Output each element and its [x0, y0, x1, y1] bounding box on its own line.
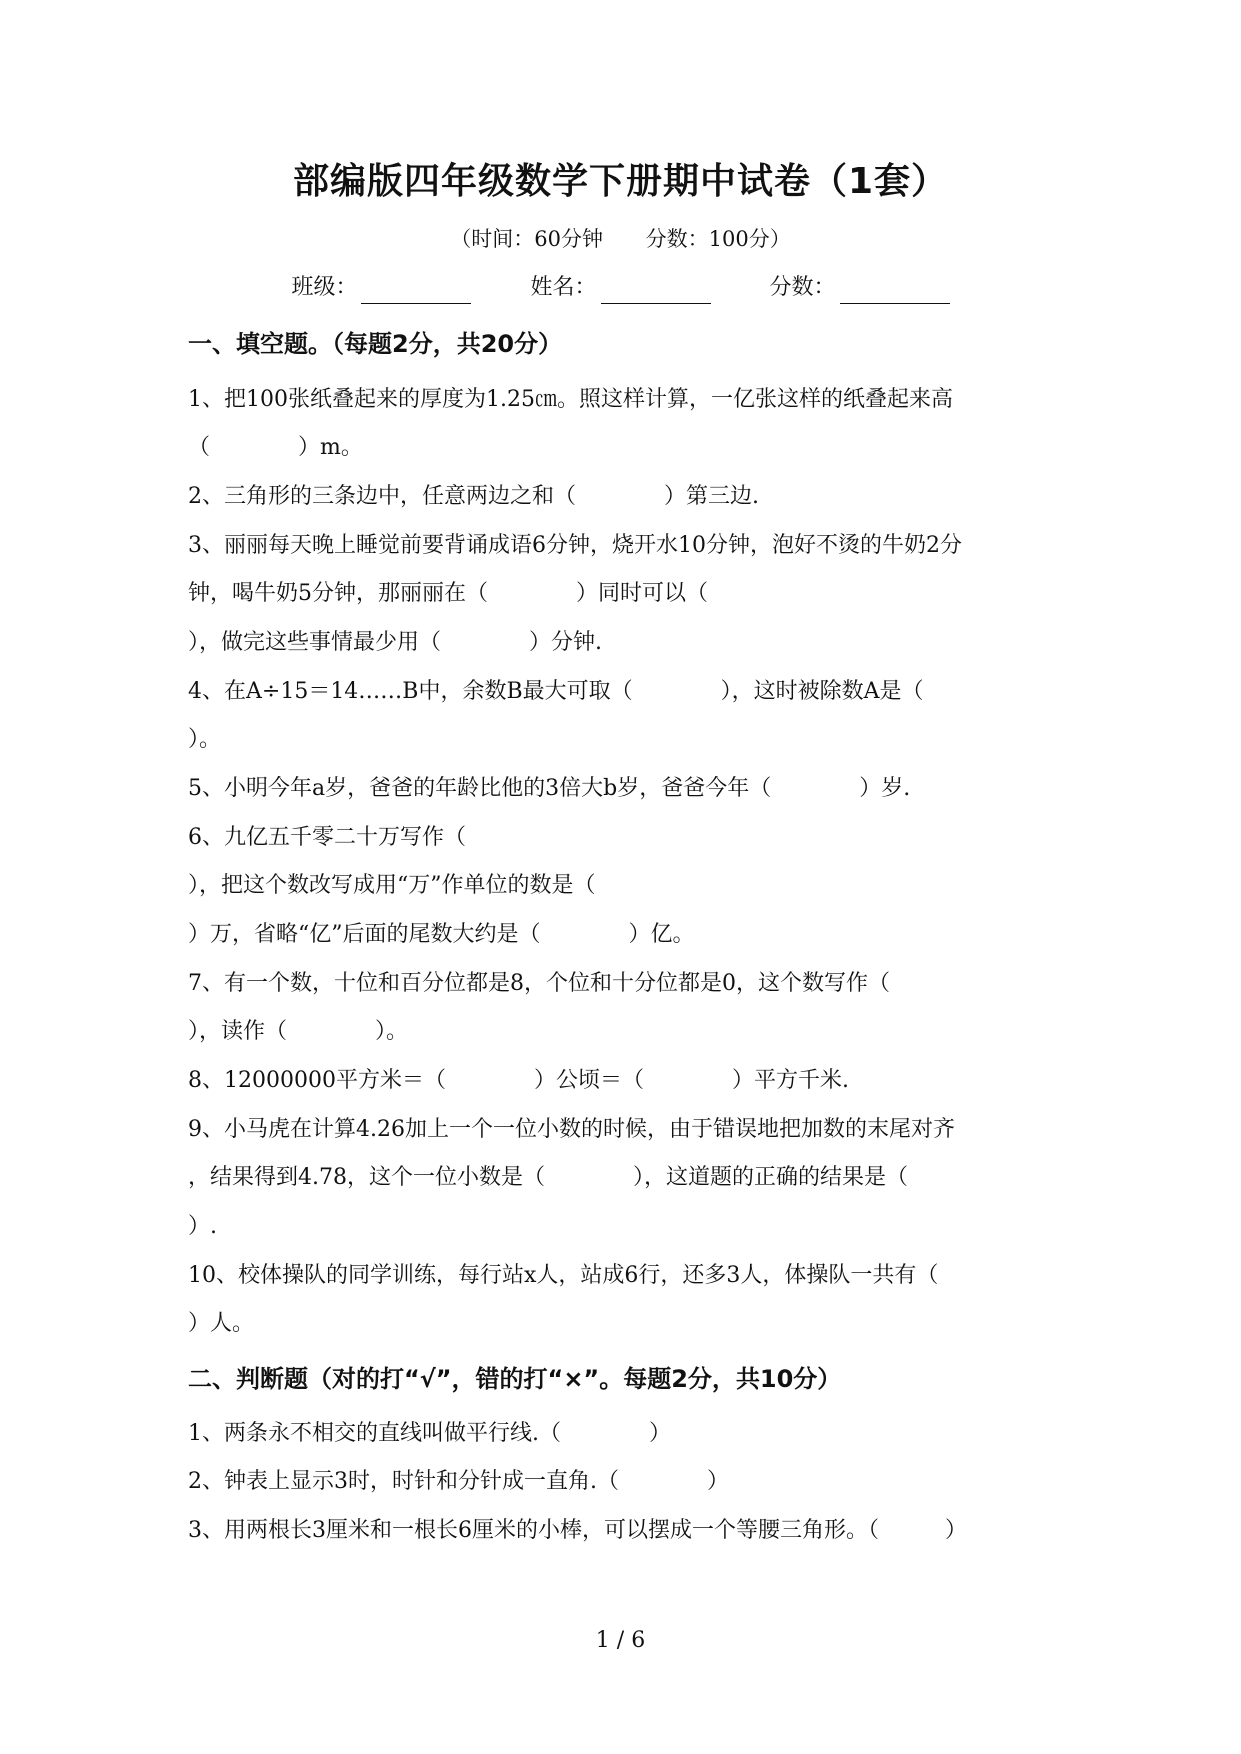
- score-field: [770, 272, 950, 304]
- question-line: ）。: [188, 727, 222, 752]
- score-blank[interactable]: [840, 279, 950, 304]
- question-line: 9、小马虎在计算4.26加上一个一位小数的时候，由于错误地把加数的末尾对齐: [188, 1117, 955, 1142]
- question-line: 8、12000000平方米＝（ ）公顷＝（ ）平方千米.: [188, 1068, 849, 1093]
- question-line: ，结果得到4.78，这个一位小数是（ ），这道题的正确的结果是（: [188, 1165, 908, 1190]
- question-line: ），把这个数改写成用“万”作单位的数是（: [188, 873, 596, 898]
- question-line: 2、钟表上显示3时，时针和分针成一直角.（ ）: [188, 1469, 729, 1494]
- question-line: ），做完这些事情最少用（ ）分钟.: [188, 630, 602, 655]
- question-line: 2、三角形的三条边中，任意两边之和（ ）第三边.: [188, 484, 759, 509]
- class-blank[interactable]: [361, 279, 471, 304]
- question-line: 4、在A÷15＝14……B中，余数B最大可取（ ），这时被除数A是（: [188, 679, 924, 704]
- question-line: （ ）m。: [188, 435, 363, 460]
- question-line: 钟，喝牛奶5分钟，那丽丽在（ ）同时可以（: [188, 581, 708, 606]
- question-line: 3、用两根长3厘米和一根长6厘米的小棒，可以摆成一个等腰三角形。（ ）: [188, 1518, 967, 1543]
- name-blank[interactable]: [601, 279, 711, 304]
- question-line: 5、小明今年a岁，爸爸的年龄比他的3倍大b岁，爸爸今年（ ）岁.: [188, 776, 911, 801]
- total-score: 分数：100分）: [645, 227, 791, 251]
- score-label: 分数：: [769, 275, 836, 300]
- question-line: 6、九亿五千零二十万写作（: [188, 825, 466, 850]
- section-heading-fill-in: 一、填空题。（每题2分，共20分）: [188, 330, 563, 358]
- time-limit: （时间：60分钟: [450, 227, 603, 251]
- question-line: ）人。: [188, 1311, 255, 1336]
- student-info-row: [0, 272, 1241, 304]
- page-title: 部编版四年级数学下册期中试卷（1套）: [292, 161, 949, 202]
- question-line: ），读作（ ）。: [188, 1019, 409, 1044]
- section-heading-true-false: 二、判断题（对的打“√”，错的打“×”。每题2分，共10分）: [188, 1365, 842, 1393]
- class-field: [291, 272, 471, 304]
- name-label: 姓名：: [530, 275, 597, 300]
- class-label: 班级：: [291, 275, 358, 300]
- question-line: 3、丽丽每天晚上睡觉前要背诵成语6分钟，烧开水10分钟，泡好不烫的牛奶2分: [188, 533, 962, 558]
- page-number: 1 / 6: [595, 1628, 646, 1653]
- name-field: [530, 272, 710, 304]
- question-line: 1、两条永不相交的直线叫做平行线.（ ）: [188, 1421, 671, 1446]
- exam-subtitle: [0, 224, 1241, 254]
- question-line: ）万，省略“亿”后面的尾数大约是（ ）亿。: [188, 922, 695, 947]
- question-line: 1、把100张纸叠起来的厚度为1.25㎝。照这样计算，一亿张这样的纸叠起来高: [188, 387, 953, 412]
- question-line: 7、有一个数，十位和百分位都是8，个位和十分位都是0，这个数写作（: [188, 971, 890, 996]
- question-line: 10、校体操队的同学训练，每行站x人，站成6行，还多3人，体操队一共有（: [188, 1263, 939, 1288]
- question-line: ）.: [188, 1214, 217, 1239]
